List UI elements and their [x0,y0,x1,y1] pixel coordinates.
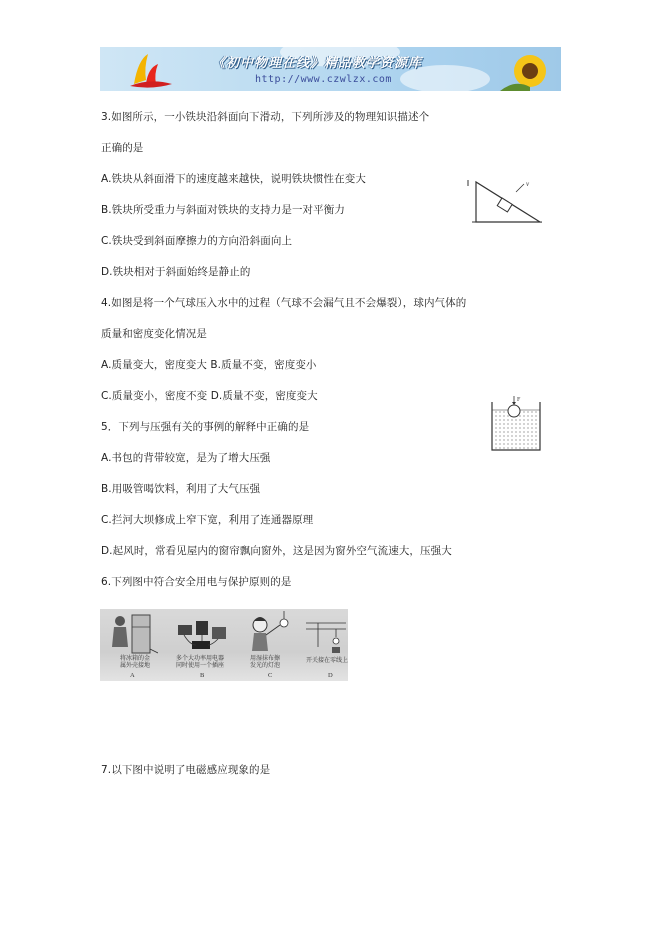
force-arrowhead [512,402,516,405]
photo-caption-d: 开关接在零线上 [306,657,348,664]
question-7-stem: 7.以下图中说明了电磁感应现象的是 [101,764,271,776]
question-3-option-a: A.铁块从斜面滑下的速度越来越快，说明铁块惯性在变大 [101,173,366,185]
question-3-option-b: B.铁块所受重力与斜面对铁块的支持力是一对平衡力 [101,204,345,216]
banner-url-link[interactable]: http://www.czwlzx.com [255,74,392,85]
balloon-water-figure [486,394,544,452]
question-5-option-a: A.书包的背带较宽，是为了增大压强 [101,452,271,464]
question-3-stem-line-2: 正确的是 [101,142,144,154]
question-3-option-d: D.铁块相对于斜面始终是静止的 [101,266,251,278]
photo-caption-c: 用湿抹布擦 发光的灯泡 [250,655,281,669]
question-4-option-cd: C.质量变小，密度不变 D.质量不变，密度变大 [101,390,318,402]
photo-caption-b: 多个大功率用电器 同时使用一个插座 [176,655,225,669]
question-5-stem: 5．下列与压强有关的事例的解释中正确的是 [101,421,310,433]
incline-figure [466,176,544,224]
appliances-illustration [174,617,230,655]
switch-circuit-illustration [304,619,348,657]
balloon [508,405,520,417]
fridge-illustration [102,611,158,655]
iron-block [497,198,512,212]
photo-caption-a: 将冰箱的金 属外壳接地 [120,655,151,669]
banner-title: 《初中物理在线》精品教学资源库 [212,56,423,71]
photo-letter-a: A [130,672,135,679]
question-3-stem-line-1: 3.如图所示，一小铁块沿斜面向下滑动，下列所涉及的物理知识描述个 [101,111,430,123]
velocity-label: v [526,180,530,188]
electrical-safety-photo [100,609,348,681]
site-logo-icon [128,50,176,90]
photo-letter-b: B [200,672,205,679]
force-label: F [517,397,521,403]
question-4-stem-line-1: 4.如图是将一个气球压入水中的过程（气球不会漏气且不会爆裂），球内气体的 [101,297,467,309]
question-5-option-c: C.拦河大坝修成上窄下宽，利用了连通器原理 [101,514,314,526]
question-6-stem: 6.下列图中符合安全用电与保护原则的是 [101,576,292,588]
site-banner [100,47,561,91]
wiping-bulb-illustration [246,611,296,655]
velocity-arrow [516,184,524,192]
question-5-option-b: B.用吸管喝饮料，利用了大气压强 [101,483,261,495]
question-4-option-ab: A.质量变大，密度变大 B.质量不变，密度变小 [101,359,317,371]
question-3-option-c: C.铁块受到斜面摩擦力的方向沿斜面向上 [101,235,293,247]
photo-letter-c: C [268,672,273,679]
sunflower-icon [500,49,560,91]
question-4-stem-line-2: 质量和密度变化情况是 [101,328,207,340]
question-5-option-d: D.起风时，常看见屋内的窗帘飘向窗外，这是因为窗外空气流速大，压强大 [101,545,452,557]
photo-letter-d: D [328,672,333,679]
